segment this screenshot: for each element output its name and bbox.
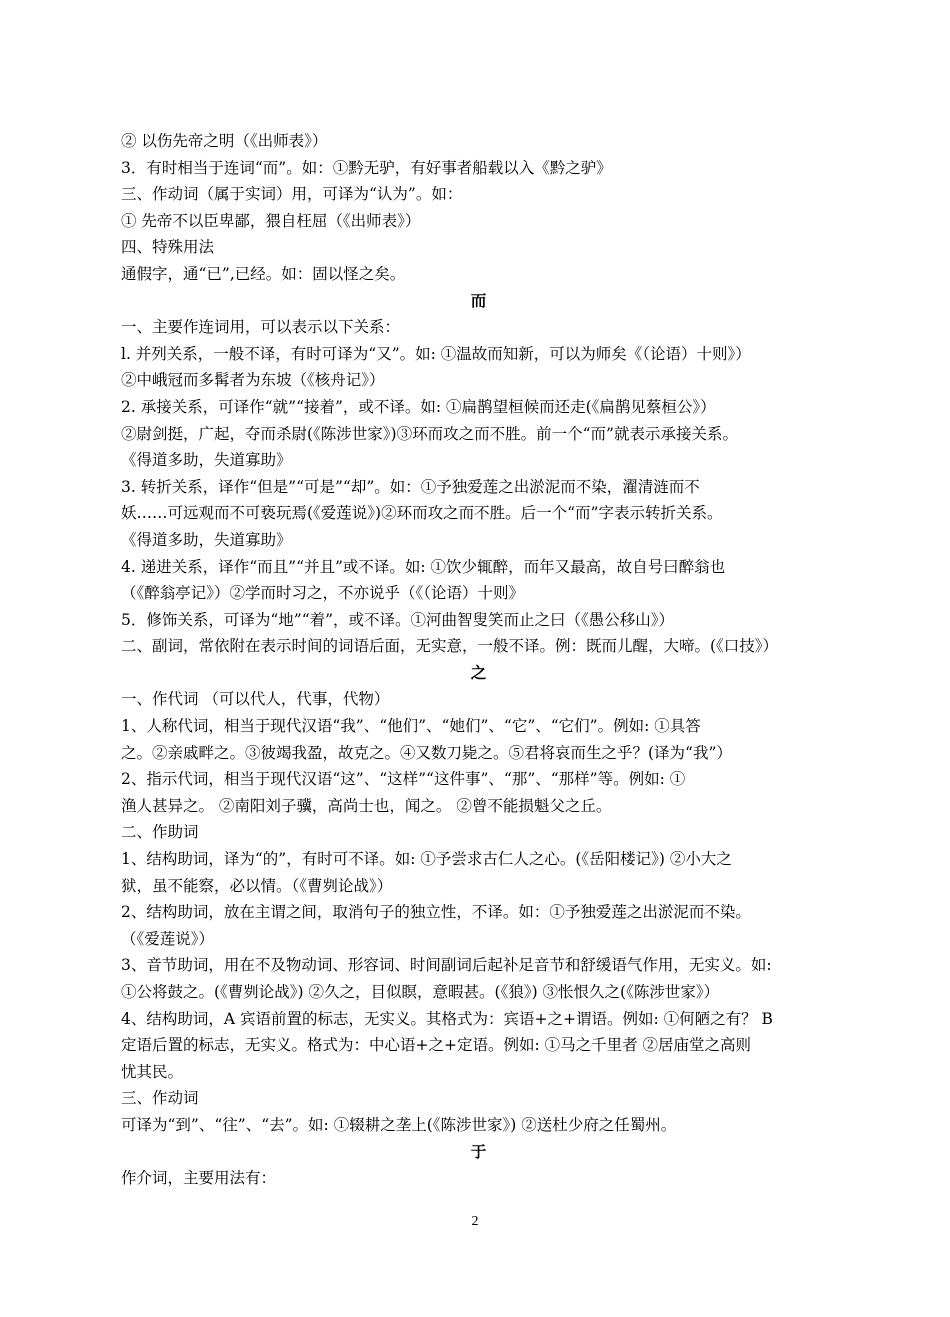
text-line: 渔人甚异之。 ②南阳刘子骥，高尚士也，闻之。 ②曾不能损魁父之丘。 xyxy=(121,796,612,815)
text-line: 可译为“到”、“往”、“去”。如: ①辍耕之垄上(《陈涉世家》) ②送杜少府之任蜀州。 xyxy=(121,1115,677,1134)
text-line: 《得道多助，失道寡助》 xyxy=(121,451,292,470)
text-line: 3．有时相当于连词“而”。如：①黔无驴，有好事者船载以入《黔之驴》 xyxy=(121,158,612,177)
text-line: ②尉剑挺，广起，夺而杀尉(《陈涉世家》)③环而攻之而不胜。前一个“而”就表示承接关系。 xyxy=(121,424,738,443)
page-number: 2 xyxy=(471,1214,479,1229)
text-line: 2、结构助词，放在主谓之间，取消句子的独立性，不译。如：①予独爱莲之出淤泥而不染。 xyxy=(121,903,751,922)
text-line: 一、主要作连词用，可以表示以下关系： xyxy=(121,318,401,337)
text-line: ① 先帝不以臣卑鄙，猥自枉屈（《出师表》） xyxy=(121,211,421,230)
text-line: 4. 递进关系，译作“而且”“并且”或不译。如: ①饮少辄醉，而年又最高，故自号曰醉翁也 xyxy=(121,557,726,576)
text-line: 作介词，主要用法有： xyxy=(121,1169,277,1188)
text-line: ②中峨冠而多髯者为东坡（《核舟记》） xyxy=(121,371,385,390)
document-body xyxy=(121,128,836,1192)
text-line: 5．修饰关系，可译为“地”“着”，或不译。①河曲智叟笑而止之曰（《愚公移山》） xyxy=(121,610,675,629)
section-heading: 之 xyxy=(470,663,487,682)
text-line: 忧其民。 xyxy=(121,1062,184,1081)
text-line: 4、结构助词，A 宾语前置的标志，无实义。其格式为：宾语+之+谓语。例如: ①何陋之有？ B xyxy=(121,1009,773,1028)
text-line: 通假字，通“已”,已经。如：固以怪之矣。 xyxy=(121,264,406,283)
text-line: 定语后置的标志，无实义。格式为：中心语+之+定语。例如: ①马之千里者 ②居庙堂之高则 xyxy=(121,1036,752,1055)
text-line: 三、作动词（属于实词）用，可译为“认为”。如： xyxy=(121,185,463,204)
text-line: （《醉翁亭记》）②学而时习之，不亦说乎（《（论语）十则》 xyxy=(121,584,525,603)
section-heading: 于 xyxy=(470,1142,487,1161)
text-line: 二、副词，常依附在表示时间的词语后面，无实意，一般不译。例：既而儿醒，大啼。(《口技》） xyxy=(121,637,779,656)
text-line: ①公将鼓之。(《曹刿论战》) ②久之，目似瞑，意暇甚。(《狼》) ③怅恨久之(《陈涉世家》） xyxy=(121,983,720,1001)
text-line: 《得道多助，失道寡助》 xyxy=(121,530,292,549)
text-line: 3. 转折关系，译作“但是”“可是”“却”。如：①予独爱莲之出淤泥而不染，濯清涟而不 xyxy=(121,477,700,496)
text-line: （《爱莲说》） xyxy=(121,929,215,948)
text-line: l. 并列关系，一般不译，有时可译为“又”。如: ①温故而知新，可以为师矣《（论语）十则》） xyxy=(121,344,751,363)
text-line: 1、人称代词，相当于现代汉语“我”、“他们”、“她们”、“它”、“它们”。例如: ①具答 xyxy=(121,717,701,736)
text-line: 三、作动词 xyxy=(121,1089,199,1108)
text-line: 狱，虽不能察，必以情。（《曹刿论战》） xyxy=(121,876,393,895)
text-line: 妖……可远观而不可亵玩焉(《爱莲说》)②环而攻之而不胜。后一个“而”字表示转折关系。 xyxy=(121,504,723,523)
text-line: 1、结构助词，译为“的”，有时可不译。如: ①予尝求古仁人之心。(《岳阳楼记》) ②小大之 xyxy=(121,850,732,869)
text-line: 2. 承接关系，可译作“就”“接着”，或不译。如: ①扁鹊望桓候而还走(《扁鹊见蔡桓公》） xyxy=(121,397,716,416)
text-line: 之。②亲戚畔之。③彼竭我盈，故克之。④又数刀毙之。⑤君将哀而生之乎？(译为“我”） xyxy=(121,743,732,762)
section-heading: 而 xyxy=(470,291,487,310)
text-line: 一、作代词 （可以代人，代事，代物） xyxy=(121,690,390,709)
text-line: ② 以伤先帝之明（《出师表》） xyxy=(121,132,328,150)
text-line: 四、特殊用法 xyxy=(121,238,215,257)
text-line: 2、指示代词，相当于现代汉语“这”、“这样”“这件事”、“那”、“那样”等。例如: ① xyxy=(121,770,686,789)
text-line: 二、作助词 xyxy=(121,823,199,842)
text-line: 3、音节助词，用在不及物动词、形容词、时间副词后起补足音节和舒缓语气作用，无实义。如: xyxy=(121,956,772,975)
